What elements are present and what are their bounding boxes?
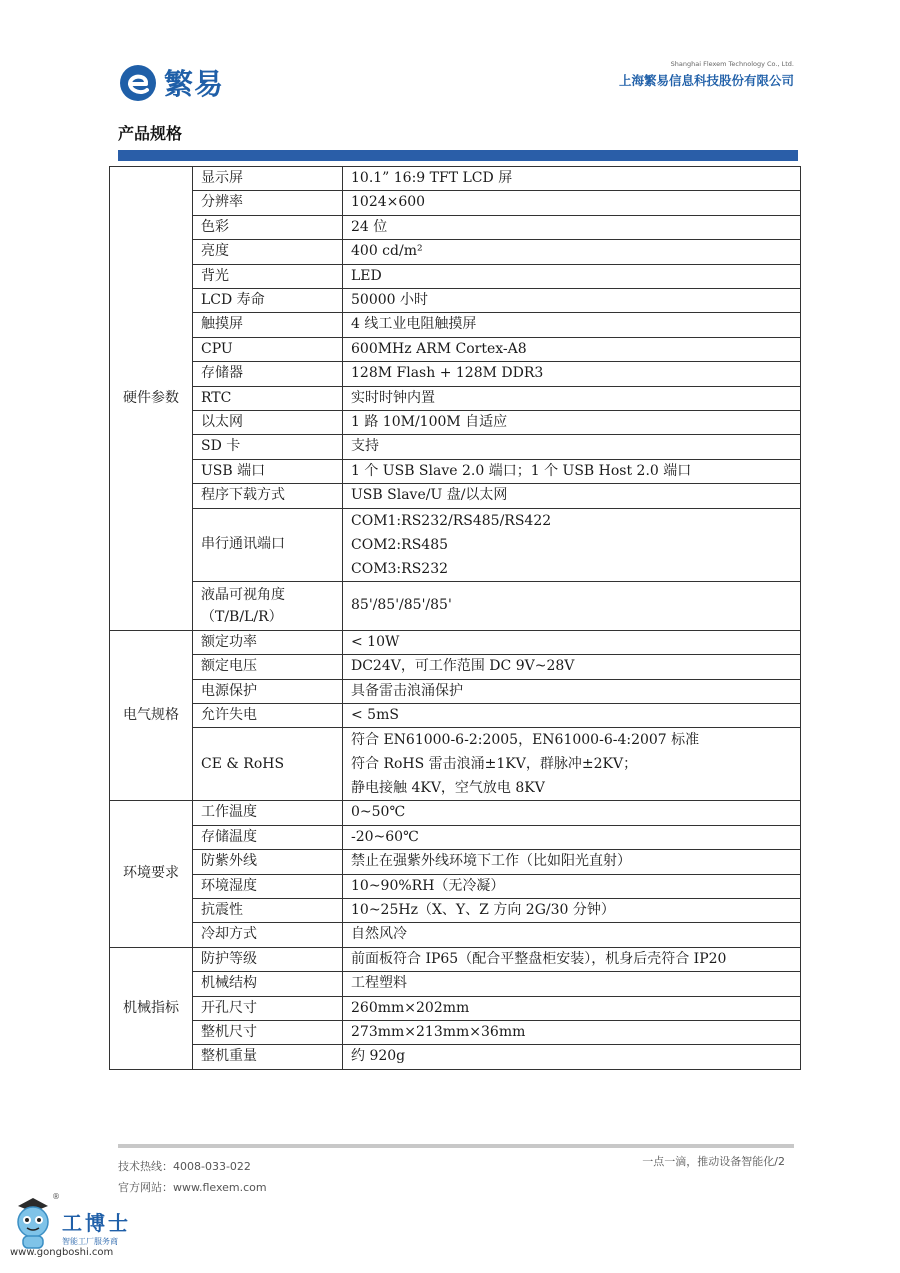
table-row <box>110 435 801 459</box>
spec-value: 10.1” 16:9 TFT LCD 屏 <box>343 167 801 191</box>
spec-label: 冷却方式 <box>193 923 343 947</box>
spec-label-multiline <box>193 581 343 630</box>
company-name-en: Shanghai Flexem Technology Co., Ltd. <box>670 60 794 68</box>
spec-label: 整机尺寸 <box>193 1020 343 1044</box>
spec-value: 约 920g <box>343 1045 801 1069</box>
spec-label: 分辨率 <box>193 191 343 215</box>
footer-hotline: 技术热线：4008-033-022 <box>118 1160 251 1173</box>
spec-value: 128M Flash + 128M DDR3 <box>343 362 801 386</box>
spec-label: 环境湿度 <box>193 874 343 898</box>
spec-value: 260mm×202mm <box>343 996 801 1020</box>
spec-value: 1 个 USB Slave 2.0 端口；1 个 USB Host 2.0 端口 <box>343 459 801 483</box>
table-row <box>110 801 801 825</box>
table-row <box>110 191 801 215</box>
table-row <box>110 874 801 898</box>
spec-value: 0~50℃ <box>343 801 801 825</box>
spec-label: 机械结构 <box>193 972 343 996</box>
spec-label: 开孔尺寸 <box>193 996 343 1020</box>
spec-value-line: COM3:RS232 <box>351 560 449 577</box>
spec-label: CPU <box>193 337 343 361</box>
section-title: 产品规格 <box>118 124 183 143</box>
spec-label: 抗震性 <box>193 898 343 922</box>
category-mechanical: 机械指标 <box>110 947 193 1069</box>
company-name-cn: 上海繁易信息科技股份有限公司 <box>618 73 794 88</box>
spec-label: 工作温度 <box>193 801 343 825</box>
footer-slogan: 一点一滴，推动设备智能化/2 <box>642 1155 785 1168</box>
spec-value-line: COM2:RS485 <box>351 536 449 553</box>
table-row <box>110 728 801 801</box>
spec-label: 整机重量 <box>193 1045 343 1069</box>
table-row <box>110 825 801 849</box>
spec-value: 400 cd/m² <box>343 240 801 264</box>
spec-label: 色彩 <box>193 215 343 239</box>
table-row <box>110 923 801 947</box>
spec-label: 显示屏 <box>193 167 343 191</box>
spec-value: -20~60℃ <box>343 825 801 849</box>
spec-value-multiline <box>343 508 801 581</box>
spec-value: 4 线工业电阻触摸屏 <box>343 313 801 337</box>
flexem-logo <box>118 62 224 103</box>
spec-value: USB Slave/U 盘/以太网 <box>343 484 801 508</box>
table-row <box>110 411 801 435</box>
spec-table <box>109 166 801 1070</box>
spec-value: 1024×600 <box>343 191 801 215</box>
flexem-logo-icon <box>118 63 158 103</box>
spec-value: < 10W <box>343 630 801 654</box>
spec-value: 1 路 10M/100M 自适应 <box>343 411 801 435</box>
spec-label: 亮度 <box>193 240 343 264</box>
spec-label: 串行通讯端口 <box>193 508 343 581</box>
table-row <box>110 313 801 337</box>
table-row <box>110 264 801 288</box>
spec-label: 额定功率 <box>193 630 343 654</box>
spec-value: 支持 <box>343 435 801 459</box>
spec-value-line: 符合 RoHS 雷击浪涌±1KV，群脉冲±2KV； <box>351 756 638 773</box>
table-row <box>110 289 801 313</box>
footer-divider <box>118 1144 794 1148</box>
table-row <box>110 898 801 922</box>
spec-label: 额定电压 <box>193 655 343 679</box>
registered-mark: ® <box>52 1192 60 1201</box>
table-row <box>110 484 801 508</box>
spec-label: CE & RoHS <box>193 728 343 801</box>
spec-value: 具备雷击浪涌保护 <box>343 679 801 703</box>
table-row <box>110 972 801 996</box>
table-row <box>110 508 801 581</box>
category-electrical: 电气规格 <box>110 630 193 801</box>
spec-value: 85'/85'/85'/85' <box>343 581 801 630</box>
spec-value: 自然风冷 <box>343 923 801 947</box>
spec-label: SD 卡 <box>193 435 343 459</box>
spec-value-line: 符合 EN61000-6-2:2005，EN61000-6-4:2007 标准 <box>351 732 700 749</box>
spec-label: 允许失电 <box>193 703 343 727</box>
table-row <box>110 1020 801 1044</box>
spec-value: 实时时钟内置 <box>343 386 801 410</box>
spec-label: USB 端口 <box>193 459 343 483</box>
spec-value: 50000 小时 <box>343 289 801 313</box>
spec-label: 以太网 <box>193 411 343 435</box>
spec-value-line: 静电接触 4KV，空气放电 8KV <box>351 780 545 797</box>
spec-value: 24 位 <box>343 215 801 239</box>
spec-label: 触摸屏 <box>193 313 343 337</box>
spec-value: LED <box>343 264 801 288</box>
spec-value: 10~25Hz（X、Y、Z 方向 2G/30 分钟） <box>343 898 801 922</box>
table-row <box>110 1045 801 1069</box>
spec-value-line: COM1:RS232/RS485/RS422 <box>351 512 552 529</box>
watermark-brand: 工博士 <box>62 1211 131 1235</box>
title-divider-bar <box>118 150 798 161</box>
footer-website[interactable]: 官方网站：www.flexem.com <box>118 1181 267 1194</box>
company-name <box>619 60 794 89</box>
logo-text: 繁易 <box>164 67 225 101</box>
table-row <box>110 215 801 239</box>
table-row <box>110 630 801 654</box>
spec-label: 存储器 <box>193 362 343 386</box>
spec-label: RTC <box>193 386 343 410</box>
mascot-icon <box>8 1192 58 1254</box>
table-row <box>110 947 801 971</box>
table-row <box>110 386 801 410</box>
table-row <box>110 581 801 630</box>
spec-label: 防紫外线 <box>193 850 343 874</box>
spec-value: 禁止在强紫外线环境下工作（比如阳光直射） <box>343 850 801 874</box>
spec-value: DC24V，可工作范围 DC 9V~28V <box>343 655 801 679</box>
spec-value: 600MHz ARM Cortex-A8 <box>343 337 801 361</box>
spec-label: 存储温度 <box>193 825 343 849</box>
table-row <box>110 655 801 679</box>
table-row <box>110 459 801 483</box>
spec-label: 背光 <box>193 264 343 288</box>
watermark-subtitle: 智能工厂服务商 <box>62 1237 118 1246</box>
spec-value: 前面板符合 IP65（配合平整盘柜安装），机身后壳符合 IP20 <box>343 947 801 971</box>
spec-value: 273mm×213mm×36mm <box>343 1020 801 1044</box>
table-row <box>110 996 801 1020</box>
spec-value-multiline <box>343 728 801 801</box>
spec-value: 10~90%RH（无冷凝） <box>343 874 801 898</box>
category-environment: 环境要求 <box>110 801 193 947</box>
spec-label: 防护等级 <box>193 947 343 971</box>
table-row <box>110 167 801 191</box>
spec-label: LCD 寿命 <box>193 289 343 313</box>
spec-value: < 5mS <box>343 703 801 727</box>
watermark-url[interactable]: www.gongboshi.com <box>10 1247 114 1258</box>
table-row <box>110 679 801 703</box>
table-row <box>110 240 801 264</box>
table-row <box>110 703 801 727</box>
table-row <box>110 337 801 361</box>
footer-contact <box>118 1156 267 1198</box>
spec-value: 工程塑料 <box>343 972 801 996</box>
spec-label-line: 液晶可视角度 <box>201 586 285 603</box>
spec-label-line: （T/B/L/R） <box>201 608 283 625</box>
table-row <box>110 850 801 874</box>
category-hardware: 硬件参数 <box>110 167 193 631</box>
spec-label: 程序下载方式 <box>193 484 343 508</box>
spec-label: 电源保护 <box>193 679 343 703</box>
table-row <box>110 362 801 386</box>
gongboshi-watermark <box>8 1192 131 1254</box>
